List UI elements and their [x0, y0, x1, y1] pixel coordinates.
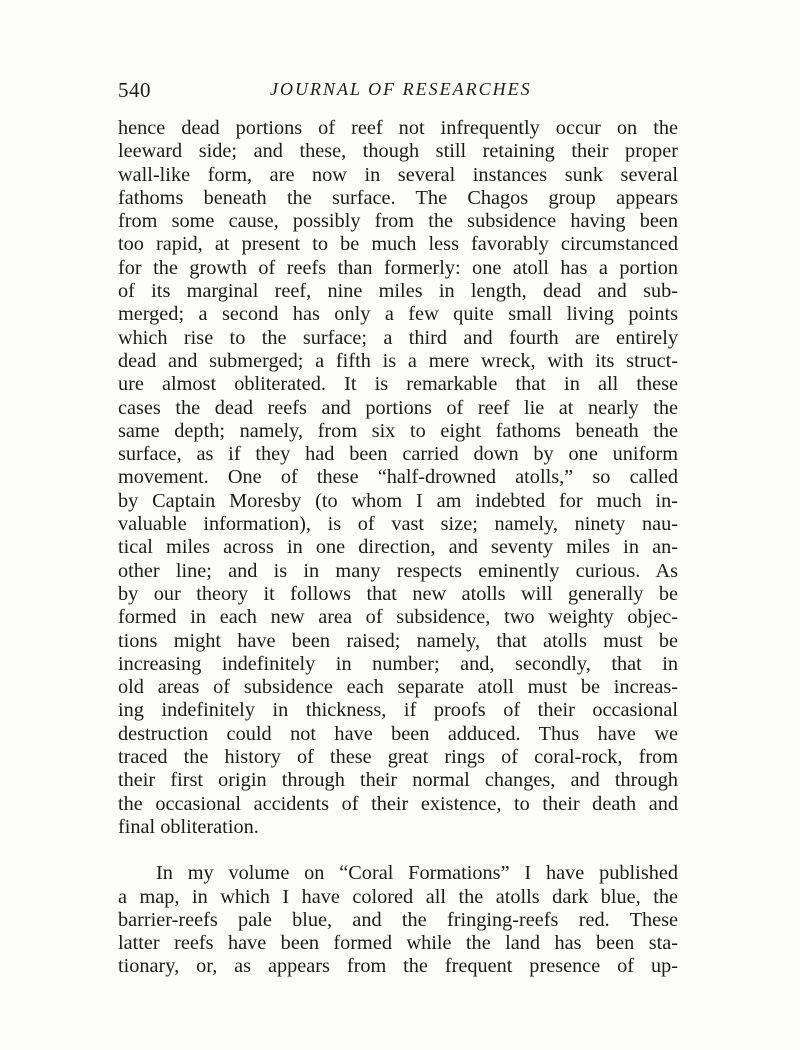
- text-line: a map, in which I have colored all the atolls dark blue, the: [118, 885, 678, 908]
- text-line: formed in each new area of subsidence, two weighty objec-: [118, 606, 678, 629]
- text-line: of its marginal reef, nine miles in length, dead and sub-: [118, 280, 678, 303]
- paragraph-gap: [118, 839, 678, 862]
- text-line: by our theory it follows that new atolls will generally be: [118, 582, 678, 605]
- text-line: movement. One of these “half-drowned atolls,” so called: [118, 466, 678, 489]
- running-head: [118, 78, 680, 106]
- text-line: valuable information), is of vast size; namely, ninety nau-: [118, 513, 678, 536]
- text-line: from some cause, possibly from the subsidence having been: [118, 210, 678, 233]
- text-line: old areas of subsidence each separate atoll must be increas-: [118, 676, 678, 699]
- text-line: by Captain Moresby (to whom I am indebted for much in-: [118, 489, 678, 512]
- text-line: the occasional accidents of their existence, to their death and: [118, 792, 678, 815]
- text-line: too rapid, at present to be much less favorably circumstanced: [118, 233, 678, 256]
- text-line: increasing indefinitely in number; and, secondly, that in: [118, 652, 678, 675]
- running-title: JOURNAL OF RESEARCHES: [270, 79, 532, 99]
- text-line: merged; a second has only a few quite small living points: [118, 303, 678, 326]
- text-line: tionary, or, as appears from the frequent presence of up-: [118, 955, 678, 978]
- paragraph-2: [118, 862, 678, 978]
- text-line: leeward side; and these, though still retaining their proper: [118, 140, 678, 163]
- text-line: which rise to the surface; a third and fourth are entirely: [118, 326, 678, 349]
- text-line: tical miles across in one direction, and seventy miles in an-: [118, 536, 678, 559]
- text-line: final obliteration.: [118, 815, 259, 838]
- text-line: fathoms beneath the surface. The Chagos group appears: [118, 186, 678, 209]
- text-line: barrier-reefs pale blue, and the fringing-reefs red. These: [118, 908, 678, 931]
- text-line: latter reefs have been formed while the land has been sta-: [118, 932, 678, 955]
- text-line: cases the dead reefs and portions of reef lie at nearly the: [118, 396, 678, 419]
- text-line: traced the history of these great rings of coral-rock, from: [118, 746, 678, 769]
- text-line: destruction could not have been adduced. Thus have we: [118, 722, 678, 745]
- paragraph-1: [118, 117, 678, 839]
- page-number: 540: [118, 78, 151, 102]
- text-line: their first origin through their normal changes, and through: [118, 769, 678, 792]
- text-line: same depth; namely, from six to eight fathoms beneath the: [118, 419, 678, 442]
- text-line: wall-like form, are now in several instances sunk several: [118, 163, 678, 186]
- text-line: tions might have been raised; namely, that atolls must be: [118, 629, 678, 652]
- text-line: ure almost obliterated. It is remarkable that in all these: [118, 373, 678, 396]
- text-line: In my volume on “Coral Formations” I have published: [156, 862, 678, 885]
- body-text: [118, 117, 678, 979]
- text-line: other line; and is in many respects eminently curious. As: [118, 559, 678, 582]
- text-line: dead and submerged; a fifth is a mere wreck, with its struct-: [118, 349, 678, 372]
- text-line: ing indefinitely in thickness, if proofs of their occasional: [118, 699, 678, 722]
- text-line: surface, as if they had been carried down by one uniform: [118, 443, 678, 466]
- text-line: hence dead portions of reef not infrequently occur on the: [118, 117, 678, 139]
- text-line: for the growth of reefs than formerly: one atoll has a portion: [118, 256, 678, 279]
